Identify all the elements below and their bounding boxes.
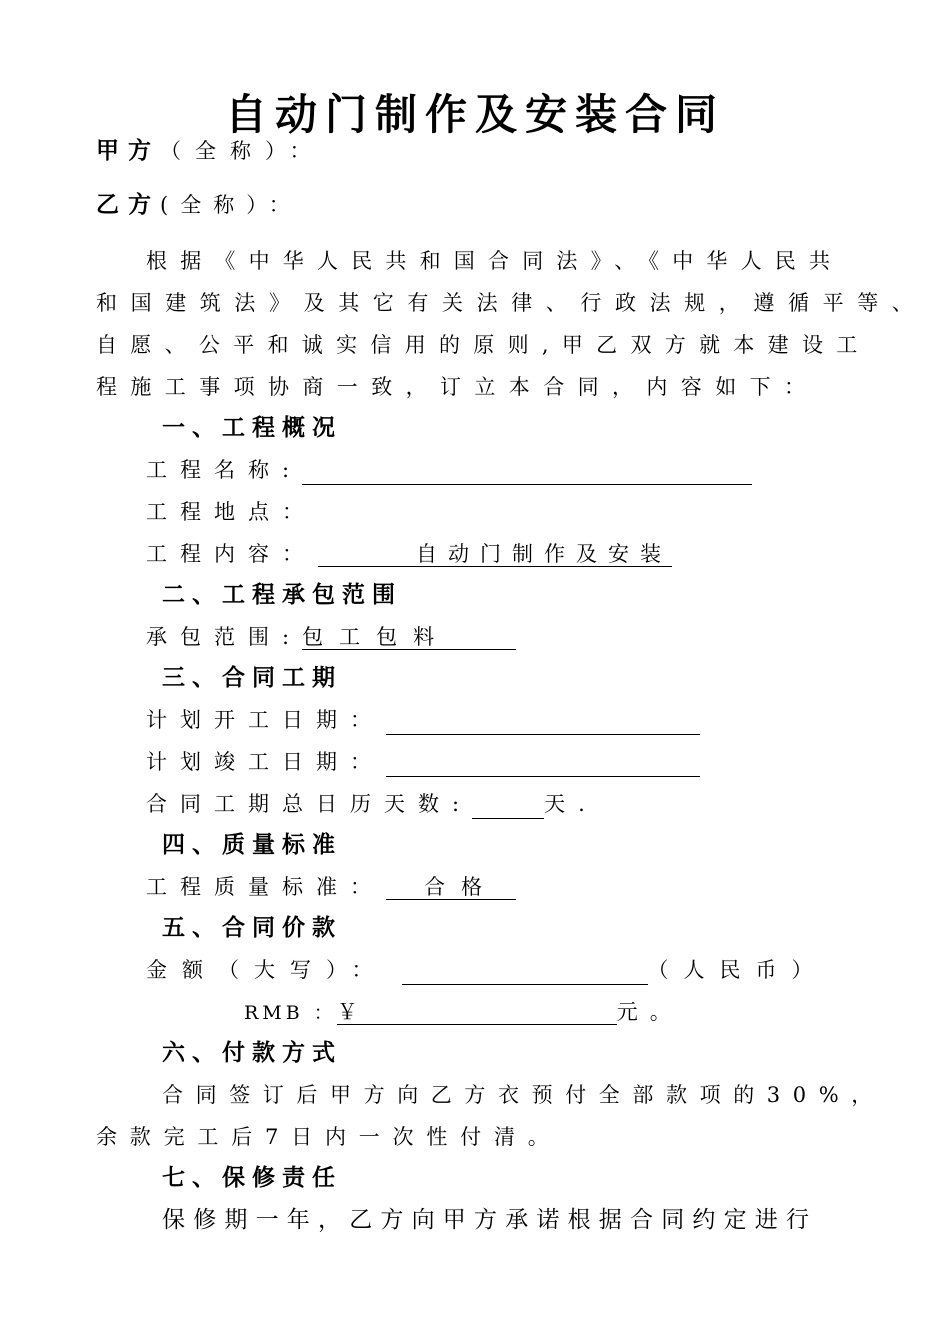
total-days-label: 合同工期总日历天数: [146, 792, 473, 816]
yen-symbol: ￥ [336, 1000, 358, 1024]
section-7-heading: 七、保修责任 [162, 1165, 342, 1191]
section-3-heading: 三、合同工期 [162, 665, 342, 691]
party-a-suffix: （全称）： [160, 139, 325, 163]
start-date-field[interactable] [386, 710, 700, 735]
end-date-label: 计划竣工日期： [146, 750, 384, 774]
start-date-label: 计划开工日期： [146, 708, 384, 732]
total-days-field[interactable] [472, 794, 544, 819]
project-location-line [146, 497, 316, 527]
section-6-heading: 六、付款方式 [162, 1040, 342, 1066]
project-content-label: 工程内容： [146, 542, 316, 566]
rmb-unit: 元。 [616, 1000, 683, 1024]
rmb-field[interactable] [337, 1000, 617, 1025]
intro-line-4: 程施工事项协商一致，订立本合同，内容如下： [96, 375, 819, 399]
rmb-line [244, 997, 683, 1028]
section-5-heading: 五、合同价款 [162, 915, 342, 941]
project-location-label: 工程地点： [146, 500, 316, 524]
start-date-line [146, 705, 700, 735]
project-name-label: 工程名称: [146, 458, 303, 482]
scope-value[interactable]: 包工包料 [302, 625, 516, 650]
section-4-heading: 四、质量标准 [162, 832, 342, 858]
intro-line-3: 自愿、公平和诚实信用的原则,甲乙双方就本建设工 [96, 333, 871, 357]
party-b-line [96, 190, 302, 220]
warranty-line-1: 保修期一年，乙方向甲方承诺根据合同约定进行 [162, 1207, 818, 1233]
amount-label: 金额（大写）： [146, 958, 388, 982]
party-a-label: 甲方 [96, 138, 160, 164]
total-days-unit: 天. [544, 792, 598, 816]
intro-line-2: 和国建筑法》及其它有关法律、行政法规，遵循平等、 [96, 291, 927, 315]
party-b-suffix: (全称）： [160, 193, 302, 217]
amount-unit: （人民币） [647, 958, 828, 982]
amount-line [146, 955, 828, 985]
scope-label: 承包范围: [146, 625, 303, 649]
section-1-heading: 一、工程概况 [162, 415, 342, 441]
payment-line-1: 合同签订后甲方向乙方衣预付全部款项的30%， [162, 1083, 885, 1107]
project-content-value[interactable]: 自动门制作及安装 [318, 542, 672, 567]
document-title: 自动门制作及安装合同 [224, 90, 725, 139]
section-2-heading: 二、工程承包范围 [162, 582, 402, 608]
quality-line [146, 872, 516, 902]
quality-value[interactable]: 合格 [386, 875, 516, 900]
payment-line-2: 余款完工后7日内一次性付清。 [96, 1125, 562, 1149]
rmb-label: RMB ： [244, 1002, 337, 1024]
party-a-line [96, 136, 325, 166]
total-days-line [146, 789, 598, 819]
quality-label: 工程质量标准： [146, 875, 384, 899]
amount-field[interactable] [402, 960, 648, 985]
project-content-line [146, 539, 672, 569]
project-name-field[interactable] [302, 460, 752, 485]
end-date-field[interactable] [386, 752, 700, 777]
scope-line [146, 622, 516, 652]
intro-line-1: 根据《中华人民共和国合同法》、《中华人民共 [146, 249, 844, 273]
party-b-label: 乙方 [96, 192, 160, 218]
end-date-line [146, 747, 700, 777]
project-name-line [146, 455, 752, 485]
